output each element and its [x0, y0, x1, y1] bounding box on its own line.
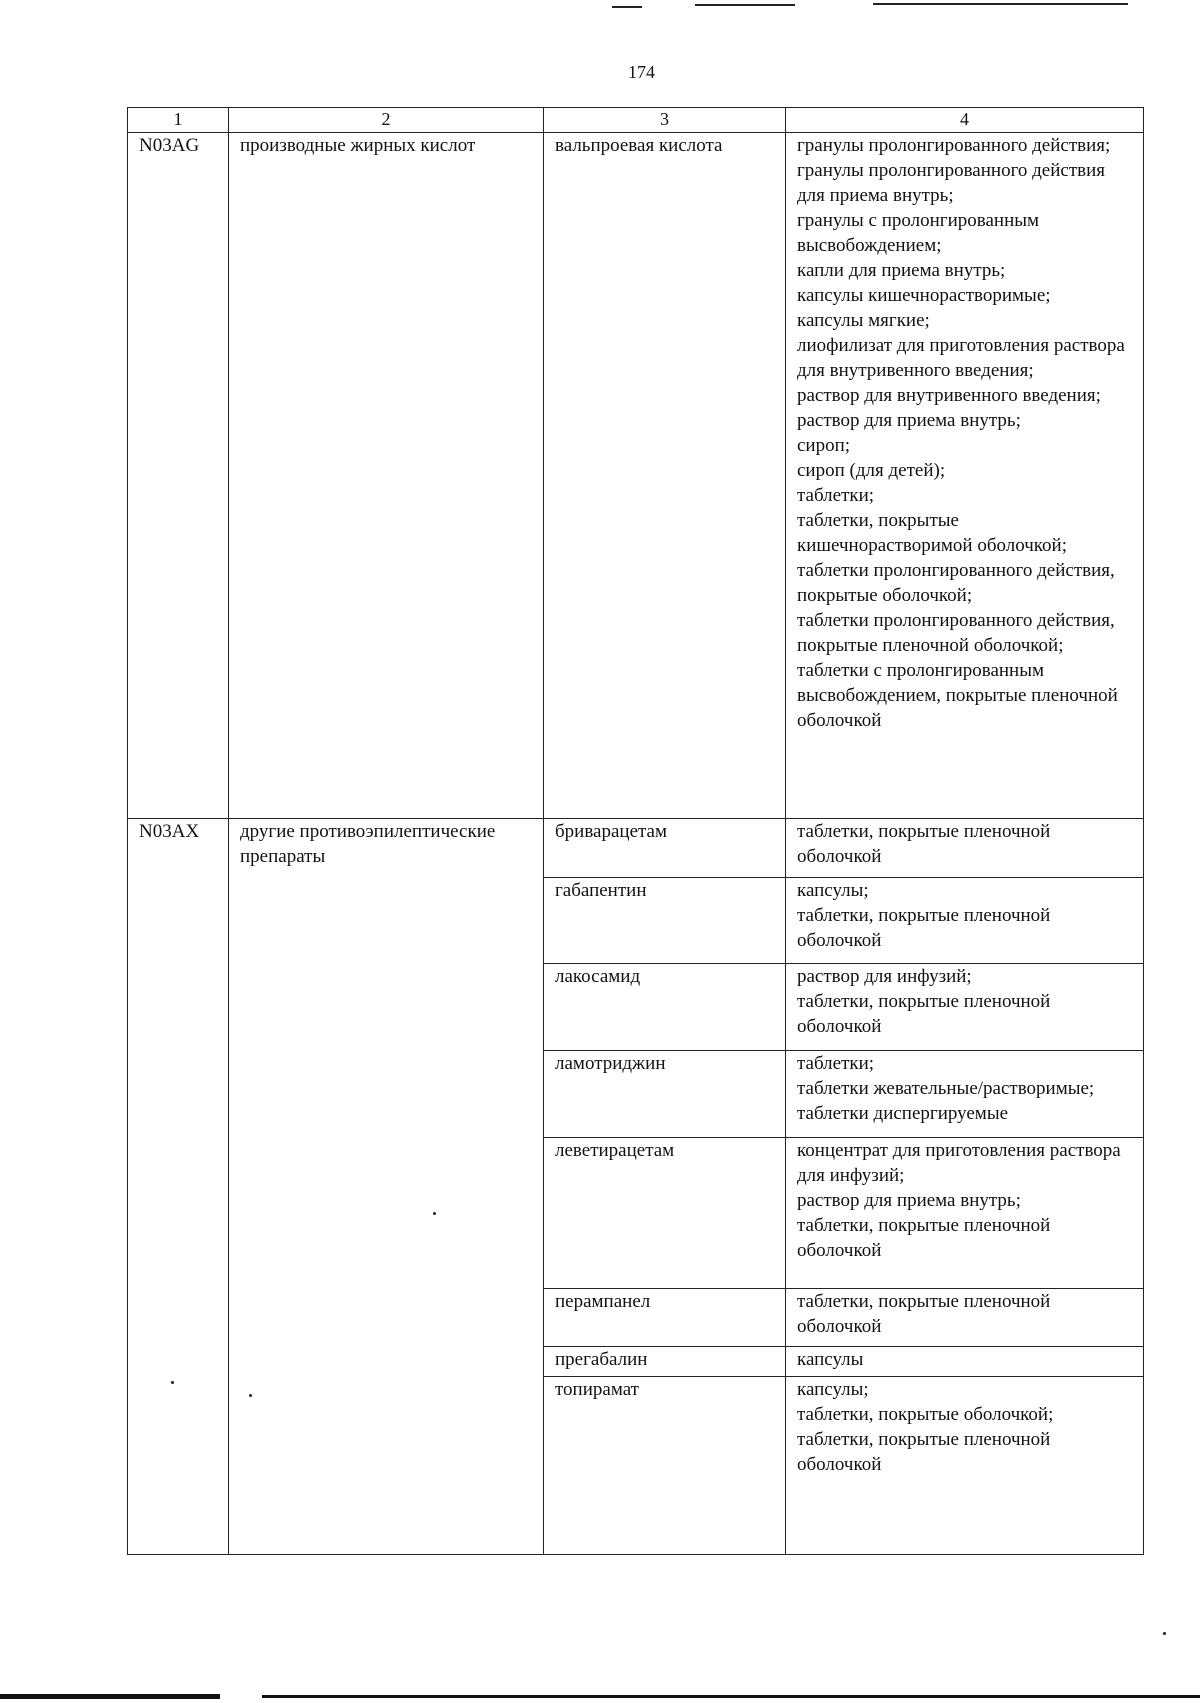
- drug-name: лакосамид: [544, 964, 786, 1051]
- scan-artifact-top-line: [873, 3, 1128, 5]
- dosage-forms: таблетки, покрытые пленочной оболочкой: [786, 1289, 1144, 1347]
- dosage-forms: капсулы; таблетки, покрытые пленочной оболочкой: [786, 877, 1144, 964]
- drug-name: габапентин: [544, 877, 786, 964]
- dosage-forms: таблетки; таблетки жевательные/растворимые; таблетки диспергируемые: [786, 1051, 1144, 1138]
- drug-name: ламотриджин: [544, 1051, 786, 1138]
- scan-speck: [1163, 1632, 1166, 1635]
- page-number: 174: [628, 62, 655, 82]
- table-row: [128, 133, 1144, 819]
- dosage-forms: раствор для инфузий; таблетки, покрытые пленочной оболочкой: [786, 964, 1144, 1051]
- drug-name: перампанел: [544, 1289, 786, 1347]
- column-header-2: 2: [229, 108, 544, 133]
- table-header-row: [128, 108, 1144, 133]
- atc-code: N03AG: [128, 133, 229, 819]
- scan-artifact-top-line: [695, 4, 795, 6]
- group-name: другие противоэпилептические препараты: [229, 819, 544, 1555]
- dosage-forms: концентрат для приготовления раствора для инфузий; раствор для приема внутрь; таблетки, покрытые пленочной оболочкой: [786, 1138, 1144, 1289]
- atc-code: N03AX: [128, 819, 229, 1555]
- drug-name: вальпроевая кислота: [544, 133, 786, 819]
- column-header-4: 4: [786, 108, 1144, 133]
- dosage-forms: таблетки, покрытые пленочной оболочкой: [786, 819, 1144, 877]
- dosage-forms: гранулы пролонгированного действия; гранулы пролонгированного действия для приема внутрь; гранулы с пролонгированным высвобождением; капли для приема внутрь; капсулы кишечнорастворимые; капсулы мягкие; лиофилизат для приготовления раствора для внутривенного введения; раствор для внутривенного введения; раствор для приема внутрь; сироп; сироп (для детей); таблетки; таблетки, покрытые кишечнорастворимой оболочкой; таблетки пролонгированного действия, покрытые оболочкой; таблетки пролонгированного действия, покрытые пленочной оболочкой; таблетки с пролонгированным высвобождением, покрытые пленочной оболочкой: [786, 133, 1144, 819]
- drug-name: бриварацетам: [544, 819, 786, 877]
- scan-artifact-bottom-bar: [262, 1695, 1200, 1698]
- drug-name: леветирацетам: [544, 1138, 786, 1289]
- scan-artifact-bottom-bar: [0, 1694, 220, 1699]
- column-header-3: 3: [544, 108, 786, 133]
- table-row: [128, 819, 1144, 877]
- scan-artifact-top-line: [612, 6, 642, 8]
- drug-name: топирамат: [544, 1377, 786, 1555]
- medication-table: [127, 107, 1144, 1555]
- dosage-forms: капсулы: [786, 1347, 1144, 1377]
- column-header-1: 1: [128, 108, 229, 133]
- drug-name: прегабалин: [544, 1347, 786, 1377]
- dosage-forms: капсулы; таблетки, покрытые оболочкой; таблетки, покрытые пленочной оболочкой: [786, 1377, 1144, 1555]
- group-name: производные жирных кислот: [229, 133, 544, 819]
